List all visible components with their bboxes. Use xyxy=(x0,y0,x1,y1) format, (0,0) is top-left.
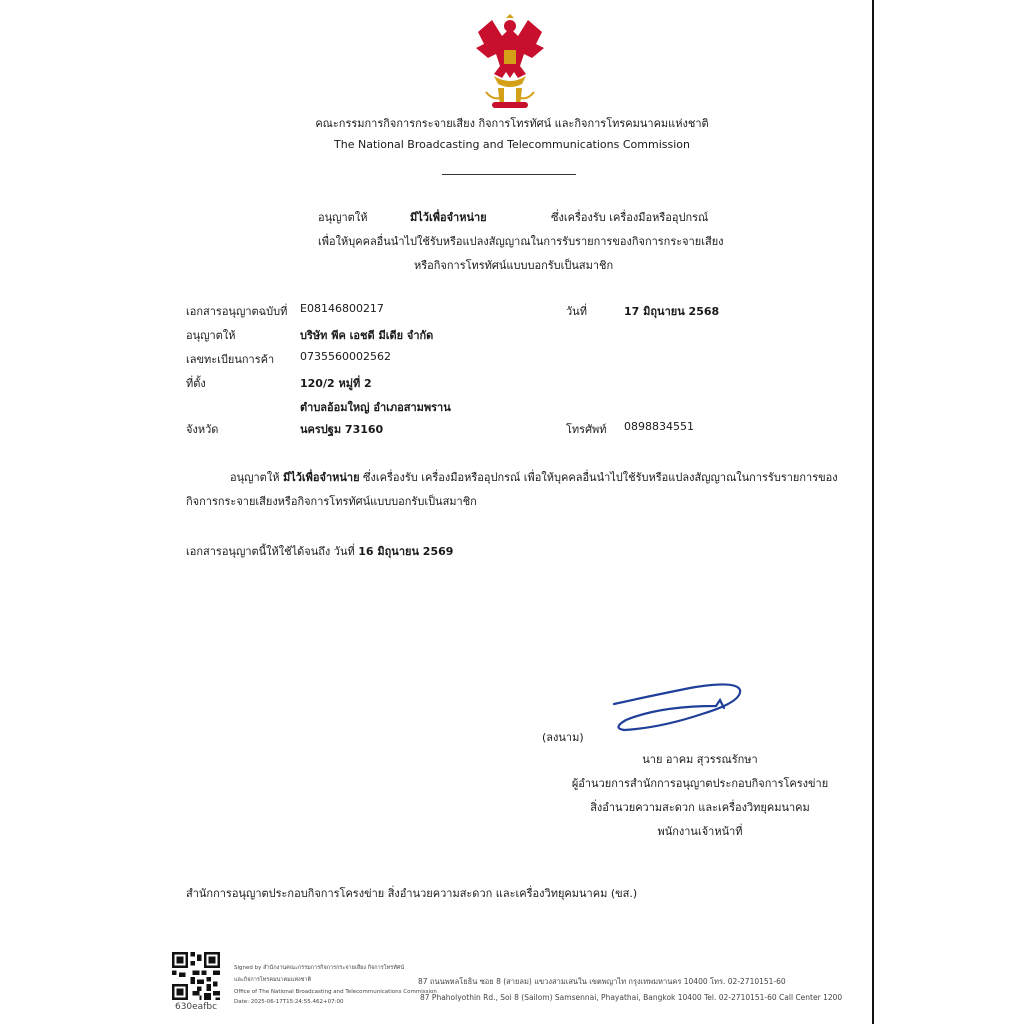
qr-code-id: 630eafbc xyxy=(174,1002,218,1012)
registration-value: 0735560002562 xyxy=(300,350,391,363)
address-line-1: 120/2 หมู่ที่ 2 xyxy=(300,377,372,390)
body-prefix: อนุญาตให้ xyxy=(230,471,280,484)
body-action: มีไว้เพื่อจำหน่าย xyxy=(282,471,360,484)
intro-line-3: หรือกิจการโทรทัศน์แบบบอกรับเป็นสมาชิก xyxy=(414,259,614,272)
date-label: วันที่ xyxy=(566,305,587,318)
signer-title-2: สิ่งอำนวยความสะดวก และเครื่องวิทยุคมนาคม xyxy=(590,801,810,814)
office-name: สำนักการอนุญาตประกอบกิจการโครงข่าย สิ่งอำนวยความสะดวก และเครื่องวิทยุคมนาคม (ขส.) xyxy=(186,887,638,900)
signer-title-3: พนักงานเจ้าหน้าที่ xyxy=(657,825,743,838)
handwritten-signature xyxy=(610,676,750,736)
province-label: จังหวัด xyxy=(186,423,219,436)
intro-permit-action: มีไว้เพื่อจำหน่าย xyxy=(410,211,487,224)
qr-code-icon xyxy=(172,952,220,1000)
agency-name-thai: คณะกรรมการกิจการกระจายเสียง กิจการโทรทัศน์ และกิจการโทรคมนาคมแห่งชาติ xyxy=(315,117,709,130)
signed-by-line-1: Signed by สำนักงานคณะกรรมการกิจการกระจายเสียง กิจการโทรทัศน์ xyxy=(234,965,405,971)
footer-address-thai: 87 ถนนพหลโยธิน ซอย 8 (สายลม) แขวงสามเสนใน เขตพญาไท กรุงเทพมหานคร 10400 โทร. 02-2710151-60 xyxy=(418,977,786,986)
footer-address-english: 87 Phaholyothin Rd., Soi 8 (Sailom) Samsennai, Phayathai, Bangkok 10400 Tel. 02-2710151-60 Call Center 1200 xyxy=(420,993,843,1002)
agency-name-english: The National Broadcasting and Telecommunications Commission xyxy=(334,138,690,151)
registration-label: เลขทะเบียนการค้า xyxy=(186,353,275,366)
phone-label: โทรศัพท์ xyxy=(566,423,607,436)
signer-title-1: ผู้อำนวยการสำนักการอนุญาตประกอบกิจการโครงข่าย xyxy=(571,777,829,790)
header-divider xyxy=(442,174,576,175)
address-line-2: ตำบลอ้อมใหญ่ อำเภอสามพราน xyxy=(300,401,451,414)
intro-line-2: เพื่อให้บุคคลอื่นนำไปใช้รับหรือแปลงสัญญาณในการรับรายการของกิจการกระจายเสียง xyxy=(318,235,724,248)
validity-prefix: เอกสารอนุญาตนี้ให้ใช้ได้จนถึง วันที่ xyxy=(186,545,355,558)
body-paragraph-line-2: กิจการกระจายเสียงหรือกิจการโทรทัศน์แบบบอกรับเป็นสมาชิก xyxy=(186,495,477,508)
validity-date: 16 มิถุนายน 2569 xyxy=(358,545,454,558)
sign-label: (ลงนาม) xyxy=(542,731,584,744)
address-label: ที่ตั้ง xyxy=(186,377,206,390)
page-edge-rule xyxy=(872,0,874,1024)
grantee-label: อนุญาตให้ xyxy=(186,329,236,342)
province-value: นครปฐม 73160 xyxy=(300,423,384,436)
intro-permit-tail: ซึ่งเครื่องรับ เครื่องมือหรืออุปกรณ์ xyxy=(551,211,709,224)
doc-number-value: E08146800217 xyxy=(300,302,384,315)
signed-date: Date: 2025-06-17T15:24:55.462+07:00 xyxy=(234,999,344,1005)
garuda-emblem-icon xyxy=(470,14,550,112)
body-paragraph-line-1 xyxy=(230,468,838,486)
doc-number-label: เอกสารอนุญาตฉบับที่ xyxy=(186,305,288,318)
signer-name: นาย อาคม สุวรรณรักษา xyxy=(642,753,758,766)
validity-line xyxy=(186,542,453,560)
intro-permit-label: อนุญาตให้ xyxy=(318,211,368,224)
date-value: 17 มิถุนายน 2568 xyxy=(624,305,720,318)
phone-value: 0898834551 xyxy=(624,420,694,433)
signed-by-line-2: และกิจการโทรคมนาคมแห่งชาติ xyxy=(234,977,312,983)
body-rest: ซึ่งเครื่องรับ เครื่องมือหรืออุปกรณ์ เพื่อให้บุคคลอื่นนำไปใช้รับหรือแปลงสัญญาณในการรับรายการของ xyxy=(363,471,838,484)
grantee-value: บริษัท พีค เอชดี มีเดีย จำกัด xyxy=(300,329,434,342)
signed-by-line-3: Office of The National Broadcasting and Telecommunications Commission xyxy=(234,989,437,995)
